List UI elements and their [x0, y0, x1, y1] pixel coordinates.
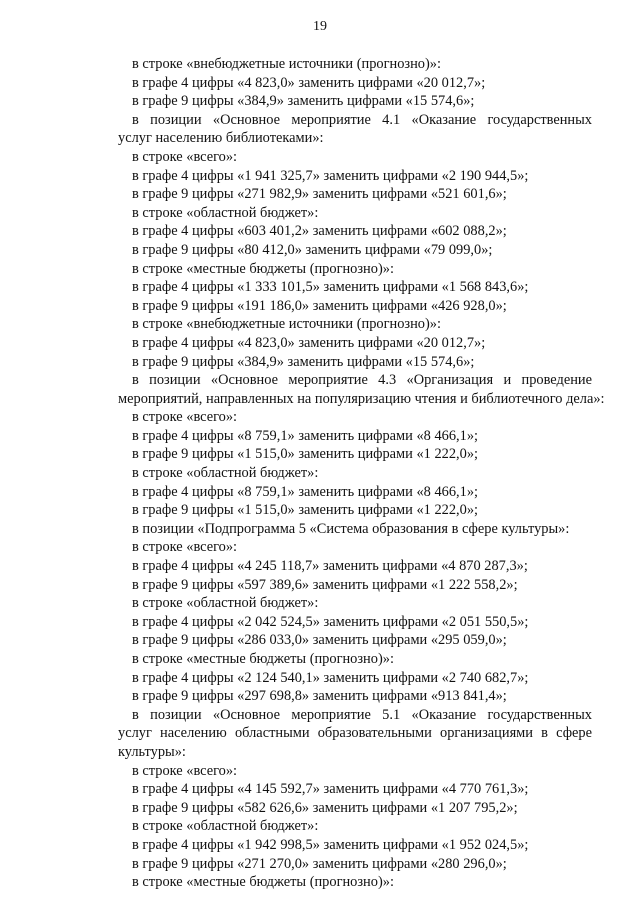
text-line: в графе 4 цифры «1 942 998,5» заменить цифрами «1 952 024,5»; — [132, 836, 529, 853]
text-line: в строке «всего»: — [132, 762, 238, 779]
text-line: в графе 4 цифры «1 333 101,5» заменить цифрами «1 568 843,6»; — [132, 279, 529, 296]
text-line: в графе 4 цифры «4 823,0» заменить цифрами «20 012,7»; — [132, 334, 486, 351]
text-line: в строке «местные бюджеты (прогнозно)»: — [132, 260, 394, 277]
text-line: в графе 9 цифры «384,9» заменить цифрами «15 574,6»; — [132, 353, 475, 370]
text-line: в позиции «Основное мероприятие 4.3 «Организация и проведение — [132, 372, 592, 389]
text-line: в графе 9 цифры «271 982,9» заменить цифрами «521 601,6»; — [132, 186, 507, 203]
text-line: в строке «областной бюджет»: — [132, 204, 319, 221]
text-line: в графе 4 цифры «4 245 118,7» заменить цифрами «4 870 287,3»; — [132, 558, 528, 575]
text-line: в графе 9 цифры «297 698,8» заменить цифрами «913 841,4»; — [132, 688, 507, 705]
text-line: в графе 4 цифры «8 759,1» заменить цифрами «8 466,1»; — [132, 427, 479, 444]
text-line: услуг населению библиотеками»: — [118, 130, 324, 147]
text-line: в графе 9 цифры «597 389,6» заменить цифрами «1 222 558,2»; — [132, 576, 518, 593]
text-line: в графе 4 цифры «4 145 592,7» заменить цифрами «4 770 761,3»; — [132, 781, 529, 798]
page-number: 19 — [313, 19, 327, 34]
text-line: в графе 4 цифры «8 759,1» заменить цифрами «8 466,1»; — [132, 483, 479, 500]
document-body — [118, 55, 605, 892]
text-line: в графе 9 цифры «1 515,0» заменить цифрами «1 222,0»; — [132, 502, 479, 519]
text-line: в графе 9 цифры «1 515,0» заменить цифрами «1 222,0»; — [132, 446, 479, 463]
text-line: в графе 4 цифры «4 823,0» заменить цифрами «20 012,7»; — [132, 74, 486, 91]
text-line: в строке «областной бюджет»: — [132, 818, 319, 835]
text-line: в графе 9 цифры «384,9» заменить цифрами «15 574,6»; — [132, 93, 475, 110]
text-line: в графе 9 цифры «191 186,0» заменить цифрами «426 928,0»; — [132, 297, 507, 314]
text-line: услуг населению областными образовательными организациями в сфере — [118, 725, 592, 742]
text-line: в графе 9 цифры «582 626,6» заменить цифрами «1 207 795,2»; — [132, 799, 518, 816]
text-line: в строке «всего»: — [132, 539, 238, 556]
text-line: в позиции «Подпрограмма 5 «Система образования в сфере культуры»: — [132, 520, 570, 537]
text-line: в позиции «Основное мероприятие 5.1 «Оказание государственных — [132, 706, 592, 723]
text-line: в позиции «Основное мероприятие 4.1 «Оказание государственных — [132, 111, 592, 128]
text-line: в графе 4 цифры «2 124 540,1» заменить цифрами «2 740 682,7»; — [132, 669, 529, 686]
text-line: в строке «областной бюджет»: — [132, 465, 319, 482]
text-line: в графе 9 цифры «286 033,0» заменить цифрами «295 059,0»; — [132, 632, 507, 649]
text-line: в строке «внебюджетные источники (прогнозно)»: — [132, 56, 441, 72]
text-line: в строке «областной бюджет»: — [132, 595, 319, 612]
text-line: в строке «внебюджетные источники (прогнозно)»: — [132, 316, 441, 333]
text-line: в строке «местные бюджеты (прогнозно)»: — [132, 874, 394, 891]
text-line: мероприятий, направленных на популяризацию чтения и библиотечного дела»: — [118, 390, 605, 407]
text-line: в строке «всего»: — [132, 409, 238, 426]
text-line: культуры»: — [118, 743, 186, 760]
text-line: в строке «всего»: — [132, 148, 238, 165]
text-line: в графе 4 цифры «2 042 524,5» заменить цифрами «2 051 550,5»; — [132, 613, 529, 630]
text-line: в графе 4 цифры «603 401,2» заменить цифрами «602 088,2»; — [132, 223, 507, 240]
text-line: в строке «местные бюджеты (прогнозно)»: — [132, 651, 394, 667]
text-line: в графе 4 цифры «1 941 325,7» заменить цифрами «2 190 944,5»; — [132, 167, 529, 184]
text-line: в графе 9 цифры «80 412,0» заменить цифрами «79 099,0»; — [132, 241, 493, 258]
text-line: в графе 9 цифры «271 270,0» заменить цифрами «280 296,0»; — [132, 855, 507, 872]
